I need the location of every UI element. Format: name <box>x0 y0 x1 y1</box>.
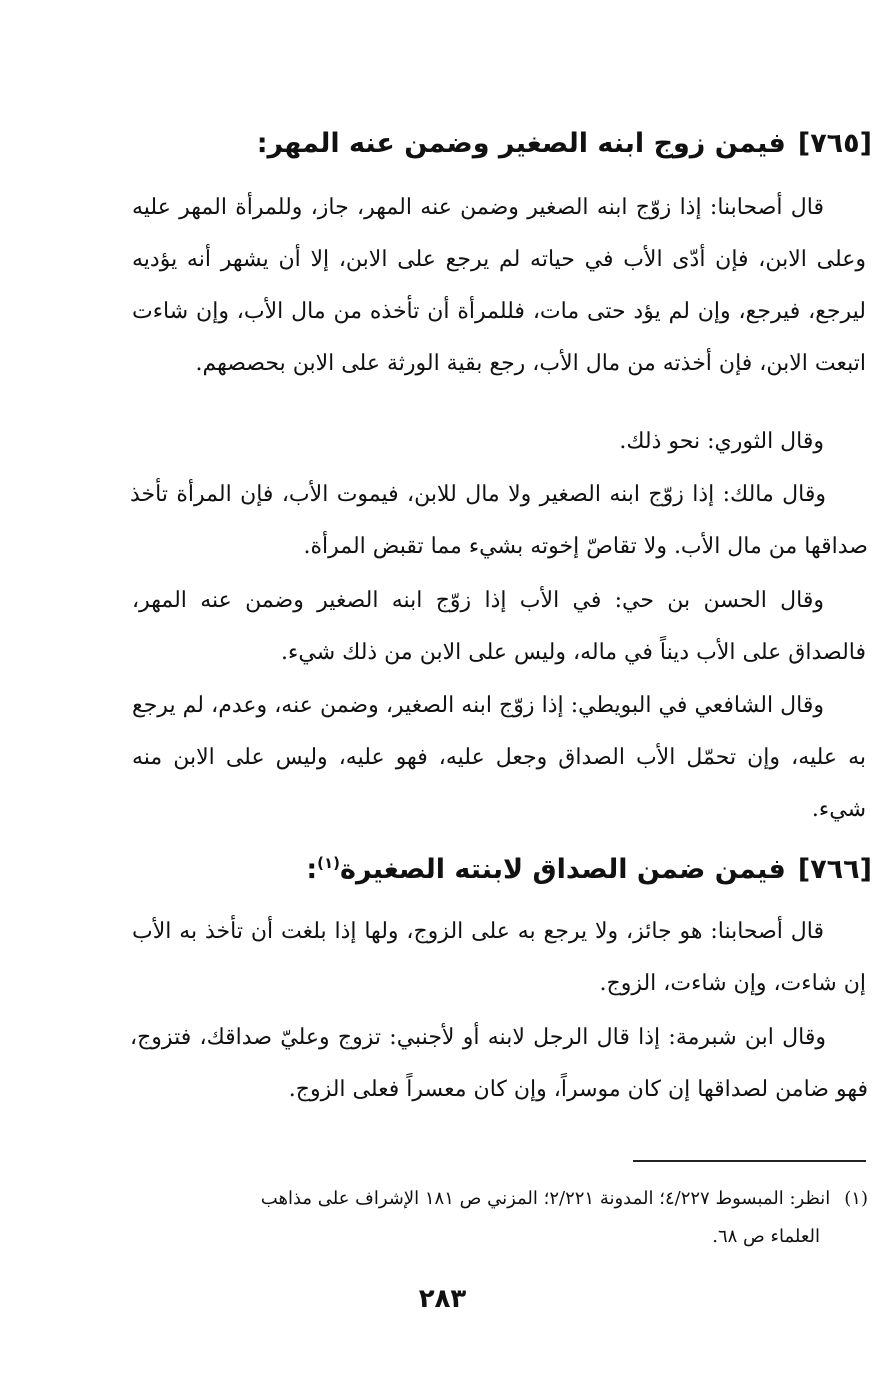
section-heading-766 <box>132 852 872 888</box>
paragraph: وقال الثوري: نحو ذلك. <box>619 429 824 454</box>
footnote-divider <box>633 1160 866 1162</box>
section-number: [٧٦٦] <box>797 854 872 885</box>
section-number: [٧٦٥] <box>797 128 872 159</box>
paragraph: قال أصحابنا: هو جائز، ولا يرجع به على الزوج، ولها إذا بلغت أن تأخذ به الأب إن شاءت، وإن شاءت، الزوج. <box>132 919 866 996</box>
footnote <box>128 1180 868 1256</box>
paragraph: وقال ابن شبرمة: إذا قال الرجل لابنه أو لأجنبي: تزوج وعليّ صداقك، فتزوج، فهو ضامن لصداقها إن كان موسراً، وإن كان معسراً فعلى الزوج. <box>130 1025 868 1102</box>
footnote-mark: (١) <box>844 1188 868 1209</box>
footnote-text-line1: انظر: المبسوط ٤/٢٢٧؛ المدونة ٢/٢٢١؛ المزني ص ١٨١ الإشراف على مذاهب <box>260 1188 831 1209</box>
footnote-text-line2: العلماء ص ٦٨. <box>712 1226 820 1247</box>
paragraph: قال أصحابنا: إذا زوّج ابنه الصغير وضمن عنه المهر، جاز، وللمرأة المهر عليه وعلى الابن، فإن أدّى الأب في حياته لم يرجع على الابن، إلا أن يشهر أنه يؤديه ليرجع، فيرجع، وإن لم يؤد حتى مات، فللمرأة أن تأخذه من مال الأب، وإن شاءت اتبعت الابن، فإن أخذته من مال الأب، رجع بقية الورثة على الابن بحصصهم. <box>132 195 866 376</box>
section-heading-765 <box>132 126 872 162</box>
paragraph: وقال الحسن بن حي: في الأب إذا زوّج ابنه الصغير وضمن عنه المهر، فالصداق على الأب ديناً في ماله، وليس على الابن من ذلك شيء. <box>132 588 866 665</box>
section-title: فيمن ضمن الصداق لابنته الصغيرة <box>340 854 786 885</box>
page-number: ٢٨٣ <box>418 1284 467 1314</box>
paragraph: وقال مالك: إذا زوّج ابنه الصغير ولا مال للابن، فيموت الأب، فإن المرأة تأخذ صداقها من مال الأب. ولا تقاصّ إخوته بشيء مما تقبض المرأة. <box>130 482 868 559</box>
section-title: فيمن زوج ابنه الصغير وضمن عنه المهر: <box>256 128 786 159</box>
paragraph: وقال الشافعي في البويطي: إذا زوّج ابنه الصغير، وضمن عنه، وعدم، لم يرجع به عليه، وإن تحمّل الأب الصداق وجعل عليه، فهو عليه، وليس على الابن منه شيء. <box>132 693 866 822</box>
footnote-reference: (١) <box>317 854 341 872</box>
heading-colon: : <box>306 854 318 885</box>
